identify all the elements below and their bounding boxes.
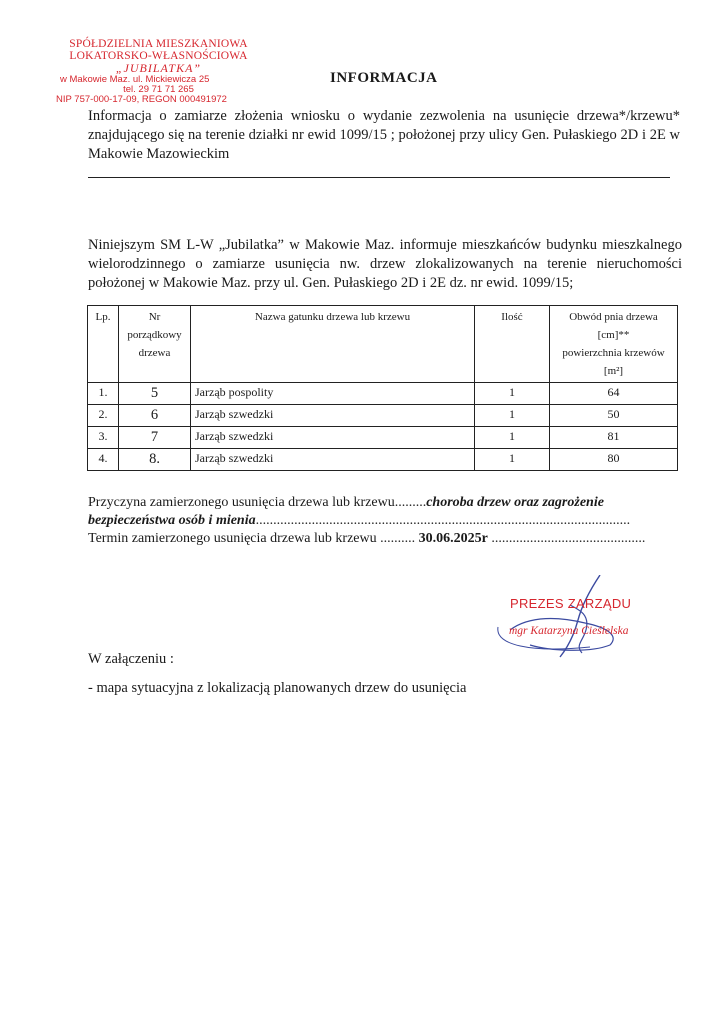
cell-name: Jarząb szwedzki [191,405,475,427]
cell-girth: 50 [550,405,678,427]
header-nr-line: porządkowy [127,329,182,341]
cell-nr: 6 [119,405,191,427]
stamp-line: „JUBILATKA” [115,61,202,76]
signature-name: mgr Katarzyna Cieślelska [509,625,629,637]
cell-qty: 1 [475,383,550,405]
header-girth-line: [m²] [603,365,624,377]
stamp-line: SPÓŁDZIELNIA MIESZKANIOWA [69,38,248,50]
cell-lp: 2. [88,405,119,427]
reason-label: Przyczyna zamierzonego usunięcia drzewa lub krzewu......... [88,495,427,510]
divider-line [88,177,670,178]
table-row [88,449,678,471]
cell-nr: 5 [119,383,191,405]
cell-qty: 1 [475,405,550,427]
term-dots: ............................................ [491,531,646,546]
cell-lp: 4. [88,449,119,471]
table-row [88,383,678,405]
table-row [88,405,678,427]
header-nr-line: drzewa [138,347,171,359]
removal-details [88,494,680,548]
company-stamp [56,38,261,105]
document-title: INFORMACJA [330,70,438,86]
signature-block [490,575,650,675]
reason-dots: ........................................................................................................... [255,513,631,528]
cell-girth: 64 [550,383,678,405]
cell-lp: 1. [88,383,119,405]
intro-text: Informacja o zamiarze złożenia wniosku o wydanie zezwolenia na usunięcie drzewa*/krzewu* znajdującego się na terenie działki nr ewid 1099/15 ; położonej przy ulicy Gen. Pułaskiego 2D i 2E w Makowie Mazowieckim [88,108,680,162]
cell-girth: 81 [550,427,678,449]
term-line [88,530,680,548]
stamp-line: NIP 757-000-17-09, REGON 000491972 [56,93,227,105]
cell-name: Jarząb szwedzki [191,427,475,449]
announcement-paragraph: Niniejszym SM L-W „Jubilatka” w Makowie Maz. informuje mieszkańców budynku mieszkalnego wielorodzinnego o zamiarze usunięcia nw. drzew zlokalizowanych na terenie nieruchomości położonej w Makowie Maz. przy ul. Gen. Pułaskiego 2D i 2E dz. nr ewid. 1099/15; [88,237,682,291]
reason-line [88,494,680,512]
cell-qty: 1 [475,449,550,471]
stamp-line: tel. 29 71 71 265 [123,83,194,95]
attachments-title: W załączeniu : [88,651,174,667]
header-girth-line: [cm]** [597,329,630,341]
term-label: Termin zamierzonego usunięcia drzewa lub krzewu .......... [88,531,416,546]
header-girth [550,306,678,383]
header-name: Nazwa gatunku drzewa lub krzewu [191,306,475,383]
reason-value: choroba drzew oraz zagrożenie [426,495,604,510]
attachment-item: - mapa sytuacyjna z lokalizacją planowanych drzew do usunięcia [88,680,467,696]
stamp-line: LOKATORSKO-WŁASNOŚCIOWA [69,50,248,63]
trees-table [87,305,678,471]
cell-lp: 3. [88,427,119,449]
reason-line [88,512,680,530]
term-value: 30.06.2025r [418,531,488,546]
header-lp: Lp. [88,306,119,383]
cell-qty: 1 [475,427,550,449]
table-header-row [88,306,678,383]
table-row [88,427,678,449]
reason-value: bezpieczeństwa osób i mienia [88,513,256,528]
cell-name: Jarząb pospolity [191,383,475,405]
header-qty: Ilość [475,306,550,383]
cell-name: Jarząb szwedzki [191,449,475,471]
header-girth-line: powierzchnia krzewów [562,347,665,359]
header-girth-line: Obwód pnia drzewa [569,311,658,323]
cell-nr: 7 [119,427,191,449]
cell-nr: 8. [119,449,191,471]
signature-title: PREZES ZARZĄDU [510,596,632,611]
header-nr [119,306,191,383]
header-nr-line: Nr [148,311,161,323]
cell-girth: 80 [550,449,678,471]
stamp-line: w Makowie Maz. ul. Mickiewicza 25 [60,73,210,85]
